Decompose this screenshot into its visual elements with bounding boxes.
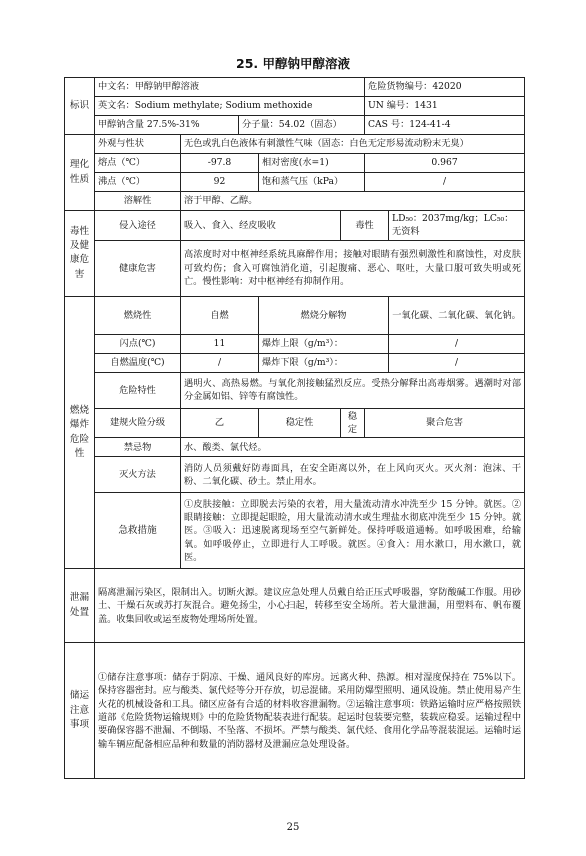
- en-name: 英文名：Sodium methylate; Sodium methoxide: [95, 97, 365, 116]
- fire-class-label: 建规火险分级: [95, 408, 181, 438]
- hazard-property-label: 危险特性: [95, 372, 181, 408]
- molecular-weight: 分子量：54.02（固态）: [239, 116, 365, 135]
- section-leak: 泄漏处置: [65, 569, 95, 643]
- combustion-products-value: 一氧化碳、二氧化碳、氧化钠。: [389, 296, 525, 334]
- un-number: UN 编号：1431: [365, 97, 525, 116]
- lower-explosive-limit-value: /: [389, 353, 525, 372]
- flash-point-value: 11: [181, 334, 259, 353]
- toxicity-label: 毒性: [341, 211, 389, 241]
- autoignition-label: 自燃温度(℃): [95, 353, 181, 372]
- section-identify: 标识: [65, 78, 95, 135]
- stability-value: 稳定: [341, 408, 365, 438]
- health-hazard-label: 健康危害: [95, 240, 181, 296]
- hazard-property-value: 遇明火、高热易燃。与氧化剂接触猛烈反应。受热分解释出高毒烟雾。遇潮时对部分金属如铝、锌等有腐蚀性。: [181, 372, 525, 408]
- flammability-label: 燃烧性: [95, 296, 181, 334]
- upper-explosive-limit-value: /: [389, 334, 525, 353]
- leak-text: 隔离泄漏污染区，限制出入。切断火源。建议应急处理人员戴自给正压式呼吸器，穿防酸碱工作服。用砂土、干燥石灰或苏打灰混合。避免扬尘，小心扫起，转移至安全场所。若大量泄漏，用塑料布、帆布覆盖。收集回收或运至废物处理场所处置。: [95, 569, 525, 643]
- toxicity-value: LD₅₀：2037mg/kg；LC₅₀：无资料: [389, 211, 525, 241]
- route-value: 吸入、食入、经皮吸收: [181, 211, 341, 241]
- content: 甲醇钠含量 27.5%-31%: [95, 116, 239, 135]
- combustion-products-label: 燃烧分解物: [259, 296, 389, 334]
- incompatible-value: 水、酸类、氯代烃。: [181, 438, 525, 457]
- polymerization-label: 聚合危害: [365, 408, 525, 438]
- solubility-value: 溶于甲醇、乙醇。: [181, 192, 525, 211]
- vapor-pressure-value: /: [365, 173, 525, 192]
- fire-class-value: 乙: [181, 408, 259, 438]
- vapor-pressure-label: 饱和蒸气压（kPa）: [259, 173, 365, 192]
- boiling-point-value: 92: [181, 173, 259, 192]
- section-fire: 燃烧爆炸危险性: [65, 296, 95, 569]
- melting-point-value: -97.8: [181, 154, 259, 173]
- upper-explosive-limit-label: 爆炸上限（g/m³）：: [259, 334, 389, 353]
- page-number: 25: [286, 822, 300, 833]
- density-label: 相对密度(水=1): [259, 154, 365, 173]
- section-physchem: 理化性质: [65, 135, 95, 211]
- cn-name: 中文名：甲醇钠甲醇溶液: [95, 78, 365, 97]
- section-storage: 储运注意事项: [65, 643, 95, 779]
- density-value: 0.967: [365, 154, 525, 173]
- extinguish-label: 灭火方法: [95, 457, 181, 493]
- solubility-label: 溶解性: [95, 192, 181, 211]
- incompatible-label: 禁忌物: [95, 438, 181, 457]
- extinguish-value: 消防人员须戴好防毒面具，在安全距离以外，在上风向灭火。灭火剂：泡沫、干粉、二氧化碳、砂土。禁止用水。: [181, 457, 525, 493]
- route-label: 侵入途径: [95, 211, 181, 241]
- flash-point-label: 闪点(℃): [95, 334, 181, 353]
- melting-point-label: 熔点（℃）: [95, 154, 181, 173]
- first-aid-text: ①皮肤接触：立即脱去污染的衣着，用大量流动清水冲洗至少 15 分钟。就医。②眼睛接触：立即提起眼睑，用大量流动清水或生理盐水彻底冲洗至少 15 分钟。就医。③吸入：迅速脱离现场至空气新鲜处。保持呼吸道通畅。如呼吸困难，给输氧。如呼吸停止，立即进行人工呼吸。就医。④食入：用水漱口，用水漱口，就医。: [181, 493, 525, 569]
- dg-number: 危险货物编号：42020: [365, 78, 525, 97]
- lower-explosive-limit-label: 爆炸下限（g/m³）：: [259, 353, 389, 372]
- health-hazard-value: 高浓度时对中枢神经系统具麻醉作用；接触对眼睛有强烈刺激性和腐蚀性，对皮肤可致灼伤；食入可腐蚀消化道，引起腹痛、恶心、呕吐，大量口服可致失明或死亡。慢性影响：对中枢神经有抑制作用。: [181, 240, 525, 296]
- appearance-label: 外观与性状: [95, 135, 181, 154]
- section-first-aid: 急救措施: [95, 493, 181, 569]
- storage-text: ①储存注意事项：储存于阴凉、干燥、通风良好的库房。远离火种、热源。相对湿度保持在 75%以下。保持容器密封。应与酸类、氯代烃等分开存放，切忌混储。采用防爆型照明、通风设施。禁止使用易产生火花的机械设备和工具。储区应备有合适的材料收容泄漏物。②运输注意事项：铁路运输时应严格按照铁道部《危险货物运输规则》中的危险货物配装表进行配装。起运时包装要完整，装载应稳妥。运输过程中要确保容器不泄漏、不倒塌、不坠落、不损坏。严禁与酸类、氯代烃、食用化学品等混装混运。运输时运输车辆应配备相应品种和数量的消防器材及泄漏应急处理设备。: [95, 643, 525, 779]
- stability-label: 稳定性: [259, 408, 341, 438]
- autoignition-value: /: [181, 353, 259, 372]
- msds-table: [64, 77, 525, 779]
- appearance-value: 无色或乳白色液体有刺激性气味（固态：白色无定形易流动粉末无臭）: [181, 135, 525, 154]
- page-title: 25. 甲醇钠甲醇溶液: [236, 56, 350, 71]
- boiling-point-label: 沸点（℃）: [95, 173, 181, 192]
- section-toxicity: 毒性及健康危害: [65, 211, 95, 297]
- cas-number: CAS 号：124-41-4: [365, 116, 525, 135]
- flammability-value: 自燃: [181, 296, 259, 334]
